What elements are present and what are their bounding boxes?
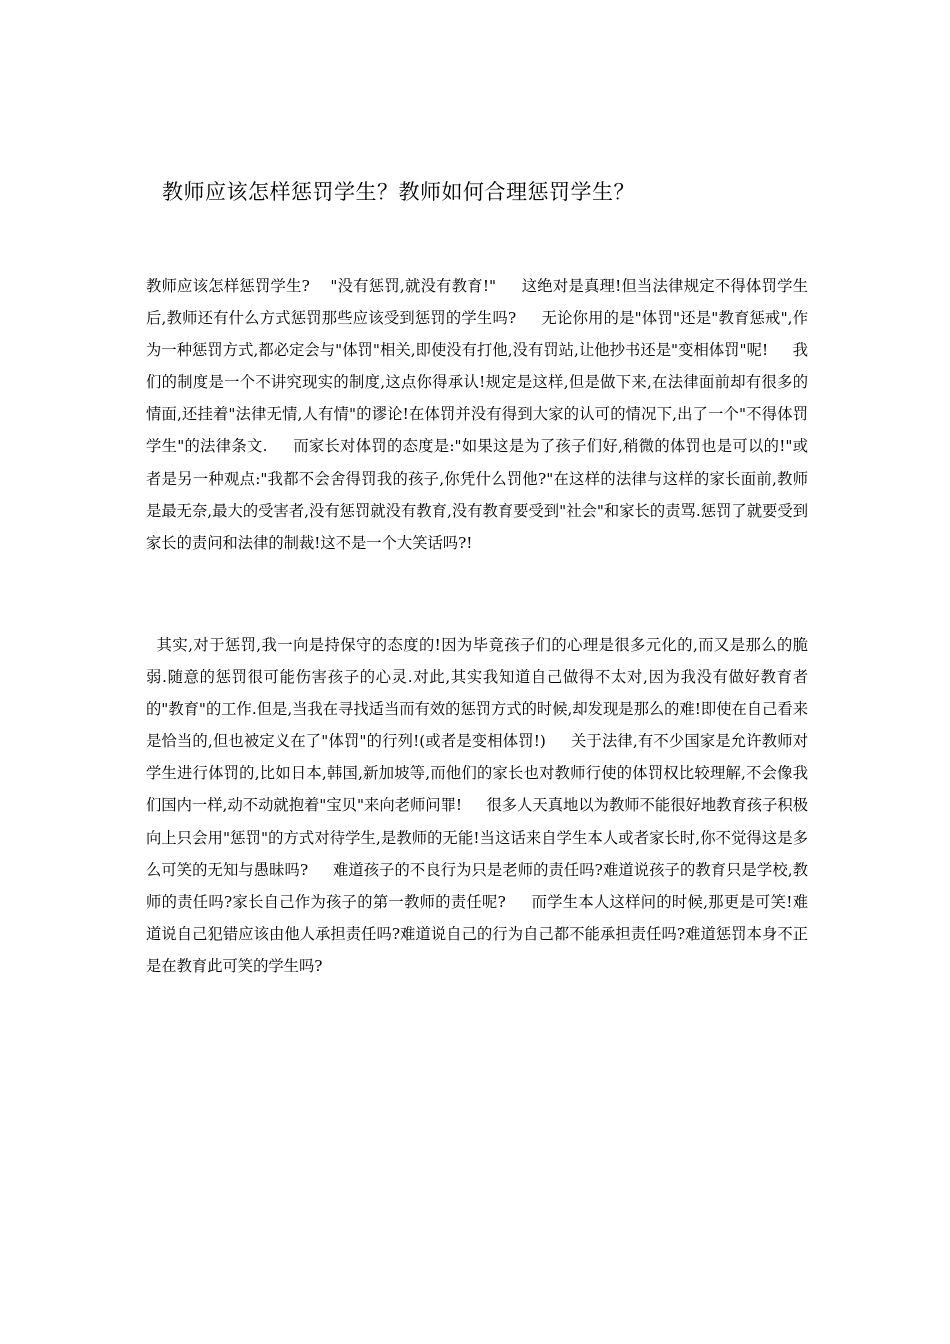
body-paragraph-2: 其实,对于惩罚,我一向是持保守的态度的!因为毕竟孩子们的心理是很多元化的,而又是那么的脆弱.随意的惩罚很可能伤害孩子的心灵.对此,其实我知道自己做得不太对,因为我没有做好教育者的"教育"的工作.但是,当我在寻找适当而有效的惩罚方式的时候,却发现是那么的难!即使在自己看来是恰当的,但也被定义在了"体罚"的行列!(或者是变相体罚!) 关于法律,有不少国家是允许教师对学生进行体罚的,比如日本,韩国,新加坡等,而他们的家长也对教师行使的体罚权比较理解,不会像我们国内一样,动不动就抱着"宝贝"来向老师问罪! 很多人天真地以为教师不能很好地教育孩子积极向上只会用"惩罚"的方式对待学生,是教师的无能!当这话来自学生本人或者家长时,你不觉得这是多么可笑的无知与愚昧吗? 难道孩子的不良行为只是老师的责任吗?难道说孩子的教育只是学校,教师的责任吗?家长自己作为孩子的第一教师的责任呢? 而学生本人这样问的时候,那更是可笑!难道说自己犯错应该由他人承担责任吗?难道说自己的行为自己都不能承担责任吗?难道惩罚本身不正是在教育此可笑的学生吗? [146,636,808,975]
document-title: 教师应该怎样惩罚学生？教师如何合理惩罚学生？ [162,180,635,204]
body-paragraph-1: 教师应该怎样惩罚学生? "没有惩罚,就没有教育!" 这绝对是真理!但当法律规定不得体罚学生后,教师还有什么方式惩罚那些应该受到惩罚的学生吗? 无论你用的是"体罚"还是"教育惩戒",作为一种惩罚方式,都必定会与"体罚"相关,即使没有打他,没有罚站,让他抄书还是"变相体罚"呢! 我们的制度是一个不讲究现实的制度,这点你得承认!规定是这样,但是做下来,在法律面前却有很多的情面,还挂着"法律无情,人有情"的谬论!在体罚并没有得到大家的认可的情况下,出了一个"不得体罚学生"的法律条文. 而家长对体罚的态度是:"如果这是为了孩子们好,稍微的体罚也是可以的!"或者是另一种观点:"我都不会舍得罚我的孩子,你凭什么罚他?"在这样的法律与这样的家长面前,教师是最无奈,最大的受害者,没有惩罚就没有教育,没有教育要受到"社会"和家长的责骂.惩罚了就要受到家长的责问和法律的制裁!这不是一个大笑话吗?! [146,277,808,552]
